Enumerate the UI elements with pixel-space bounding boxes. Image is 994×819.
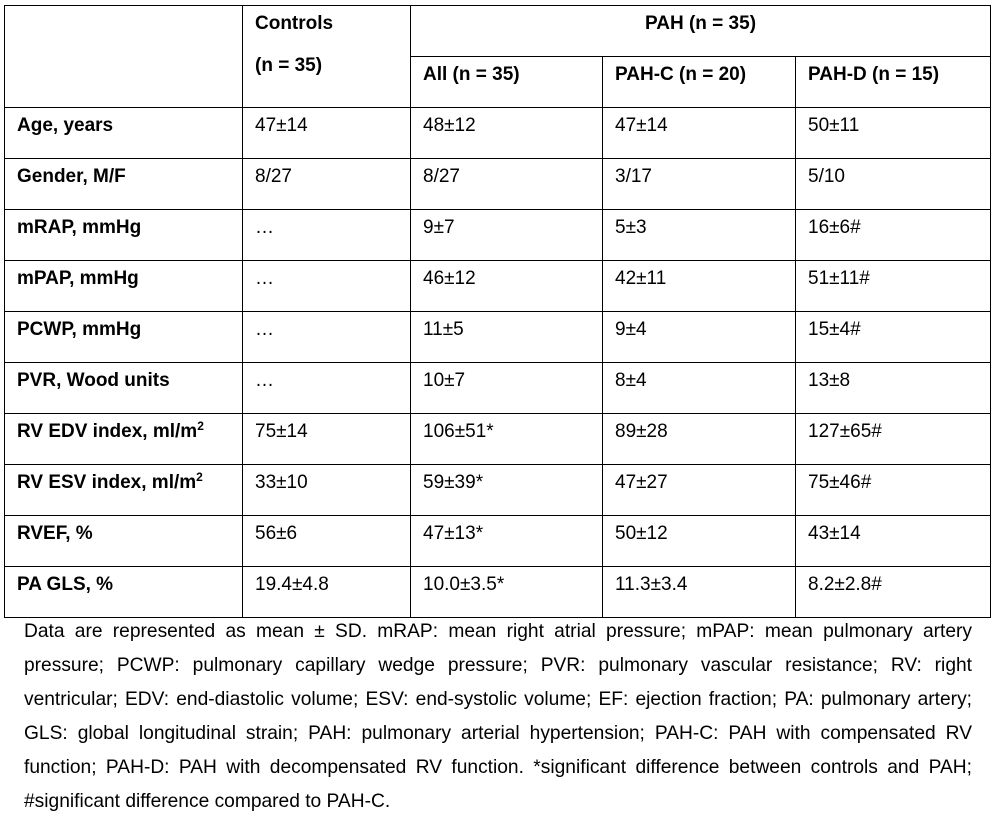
table-cell: 8/27: [411, 159, 603, 210]
header-pah-c: PAH-C (n = 20): [603, 57, 796, 108]
table-cell: 43±14: [796, 516, 991, 567]
header-row-group: [5, 6, 991, 57]
table-footnote: Data are represented as mean ± SD. mRAP: mean right atrial pressure; mPAP: mean pulmonary artery pressure; PCWP: pulmonary capillary wedge pressure; PVR: pulmonary vascular resistance; RV: right ventricular; EDV: end-diastolic volume; ESV: end-systolic volume; EF: ejection fraction; PA: pulmonary artery; GLS: global longitudinal strain; PAH: pulmonary arterial hypertension; PAH-C: PAH with compensated RV function; PAH-D: PAH with decompensated RV function. *significant difference between controls and PAH; #significant difference compared to PAH-C.: [24, 621, 972, 812]
table-cell: 9±7: [411, 210, 603, 261]
row-label: [5, 465, 243, 516]
table-cell: 10±7: [411, 363, 603, 414]
row-label-text: PCWP, mmHg: [17, 319, 142, 340]
table-cell: 16±6#: [796, 210, 991, 261]
table-row: [5, 108, 991, 159]
table-cell: 48±12: [411, 108, 603, 159]
table-cell: …: [243, 210, 411, 261]
row-label-text: PA GLS, %: [17, 574, 114, 595]
row-label-superscript: 2: [196, 470, 203, 484]
table-cell: 47±14: [243, 108, 411, 159]
table-cell: 8.2±2.8#: [796, 567, 991, 618]
row-label: [5, 159, 243, 210]
row-label: [5, 210, 243, 261]
table-cell: 51±11#: [796, 261, 991, 312]
table-cell: 59±39*: [411, 465, 603, 516]
row-label: [5, 567, 243, 618]
header-controls-title: Controls: [255, 13, 334, 34]
table-cell: 127±65#: [796, 414, 991, 465]
row-label-superscript: 2: [197, 419, 204, 433]
row-label-text: Gender, M/F: [17, 166, 126, 187]
row-label-text: PVR, Wood units: [17, 370, 170, 391]
table-cell: …: [243, 312, 411, 363]
row-label: [5, 108, 243, 159]
table-cell: …: [243, 363, 411, 414]
header-pah-group: PAH (n = 35): [411, 6, 991, 57]
table-cell: 89±28: [603, 414, 796, 465]
table-cell: 9±4: [603, 312, 796, 363]
table-row: [5, 159, 991, 210]
table-row: [5, 567, 991, 618]
table-cell: 3/17: [603, 159, 796, 210]
table-cell: 8±4: [603, 363, 796, 414]
table-row: [5, 261, 991, 312]
header-empty-cell: [5, 6, 243, 108]
table-cell: 106±51*: [411, 414, 603, 465]
table-cell: 15±4#: [796, 312, 991, 363]
table-cell: 50±12: [603, 516, 796, 567]
row-label: [5, 363, 243, 414]
table-row: [5, 516, 991, 567]
table-cell: 47±13*: [411, 516, 603, 567]
table-row: [5, 363, 991, 414]
table-cell: 8/27: [243, 159, 411, 210]
row-label-text: RV ESV index, ml/m: [17, 472, 197, 493]
table-cell: 10.0±3.5*: [411, 567, 603, 618]
table-cell: 56±6: [243, 516, 411, 567]
row-label-text: mPAP, mmHg: [17, 268, 139, 289]
row-label-text: Age, years: [17, 115, 114, 136]
row-label: [5, 516, 243, 567]
header-controls-count: (n = 35): [255, 55, 323, 76]
table-row: [5, 312, 991, 363]
table-cell: 5/10: [796, 159, 991, 210]
row-label: [5, 414, 243, 465]
row-label-text: RV EDV index, ml/m: [17, 421, 198, 442]
table-cell: 13±8: [796, 363, 991, 414]
table-cell: 46±12: [411, 261, 603, 312]
header-pah-d: PAH-D (n = 15): [796, 57, 991, 108]
header-pah-all: All (n = 35): [411, 57, 603, 108]
table-cell: 11.3±3.4: [603, 567, 796, 618]
table-cell: 47±14: [603, 108, 796, 159]
header-controls: [243, 6, 411, 108]
row-label-text: RVEF, %: [17, 523, 93, 544]
table-cell: 75±46#: [796, 465, 991, 516]
table-cell: 47±27: [603, 465, 796, 516]
table-row: [5, 414, 991, 465]
data-table: [4, 5, 991, 618]
table-cell: 11±5: [411, 312, 603, 363]
row-label: [5, 261, 243, 312]
table-cell: 42±11: [603, 261, 796, 312]
table-cell: 33±10: [243, 465, 411, 516]
table-cell: 50±11: [796, 108, 991, 159]
row-label-text: mRAP, mmHg: [17, 217, 142, 238]
table-cell: 75±14: [243, 414, 411, 465]
table-cell: 5±3: [603, 210, 796, 261]
table-cell: …: [243, 261, 411, 312]
table-row: [5, 210, 991, 261]
table-row: [5, 465, 991, 516]
table-cell: 19.4±4.8: [243, 567, 411, 618]
row-label: [5, 312, 243, 363]
